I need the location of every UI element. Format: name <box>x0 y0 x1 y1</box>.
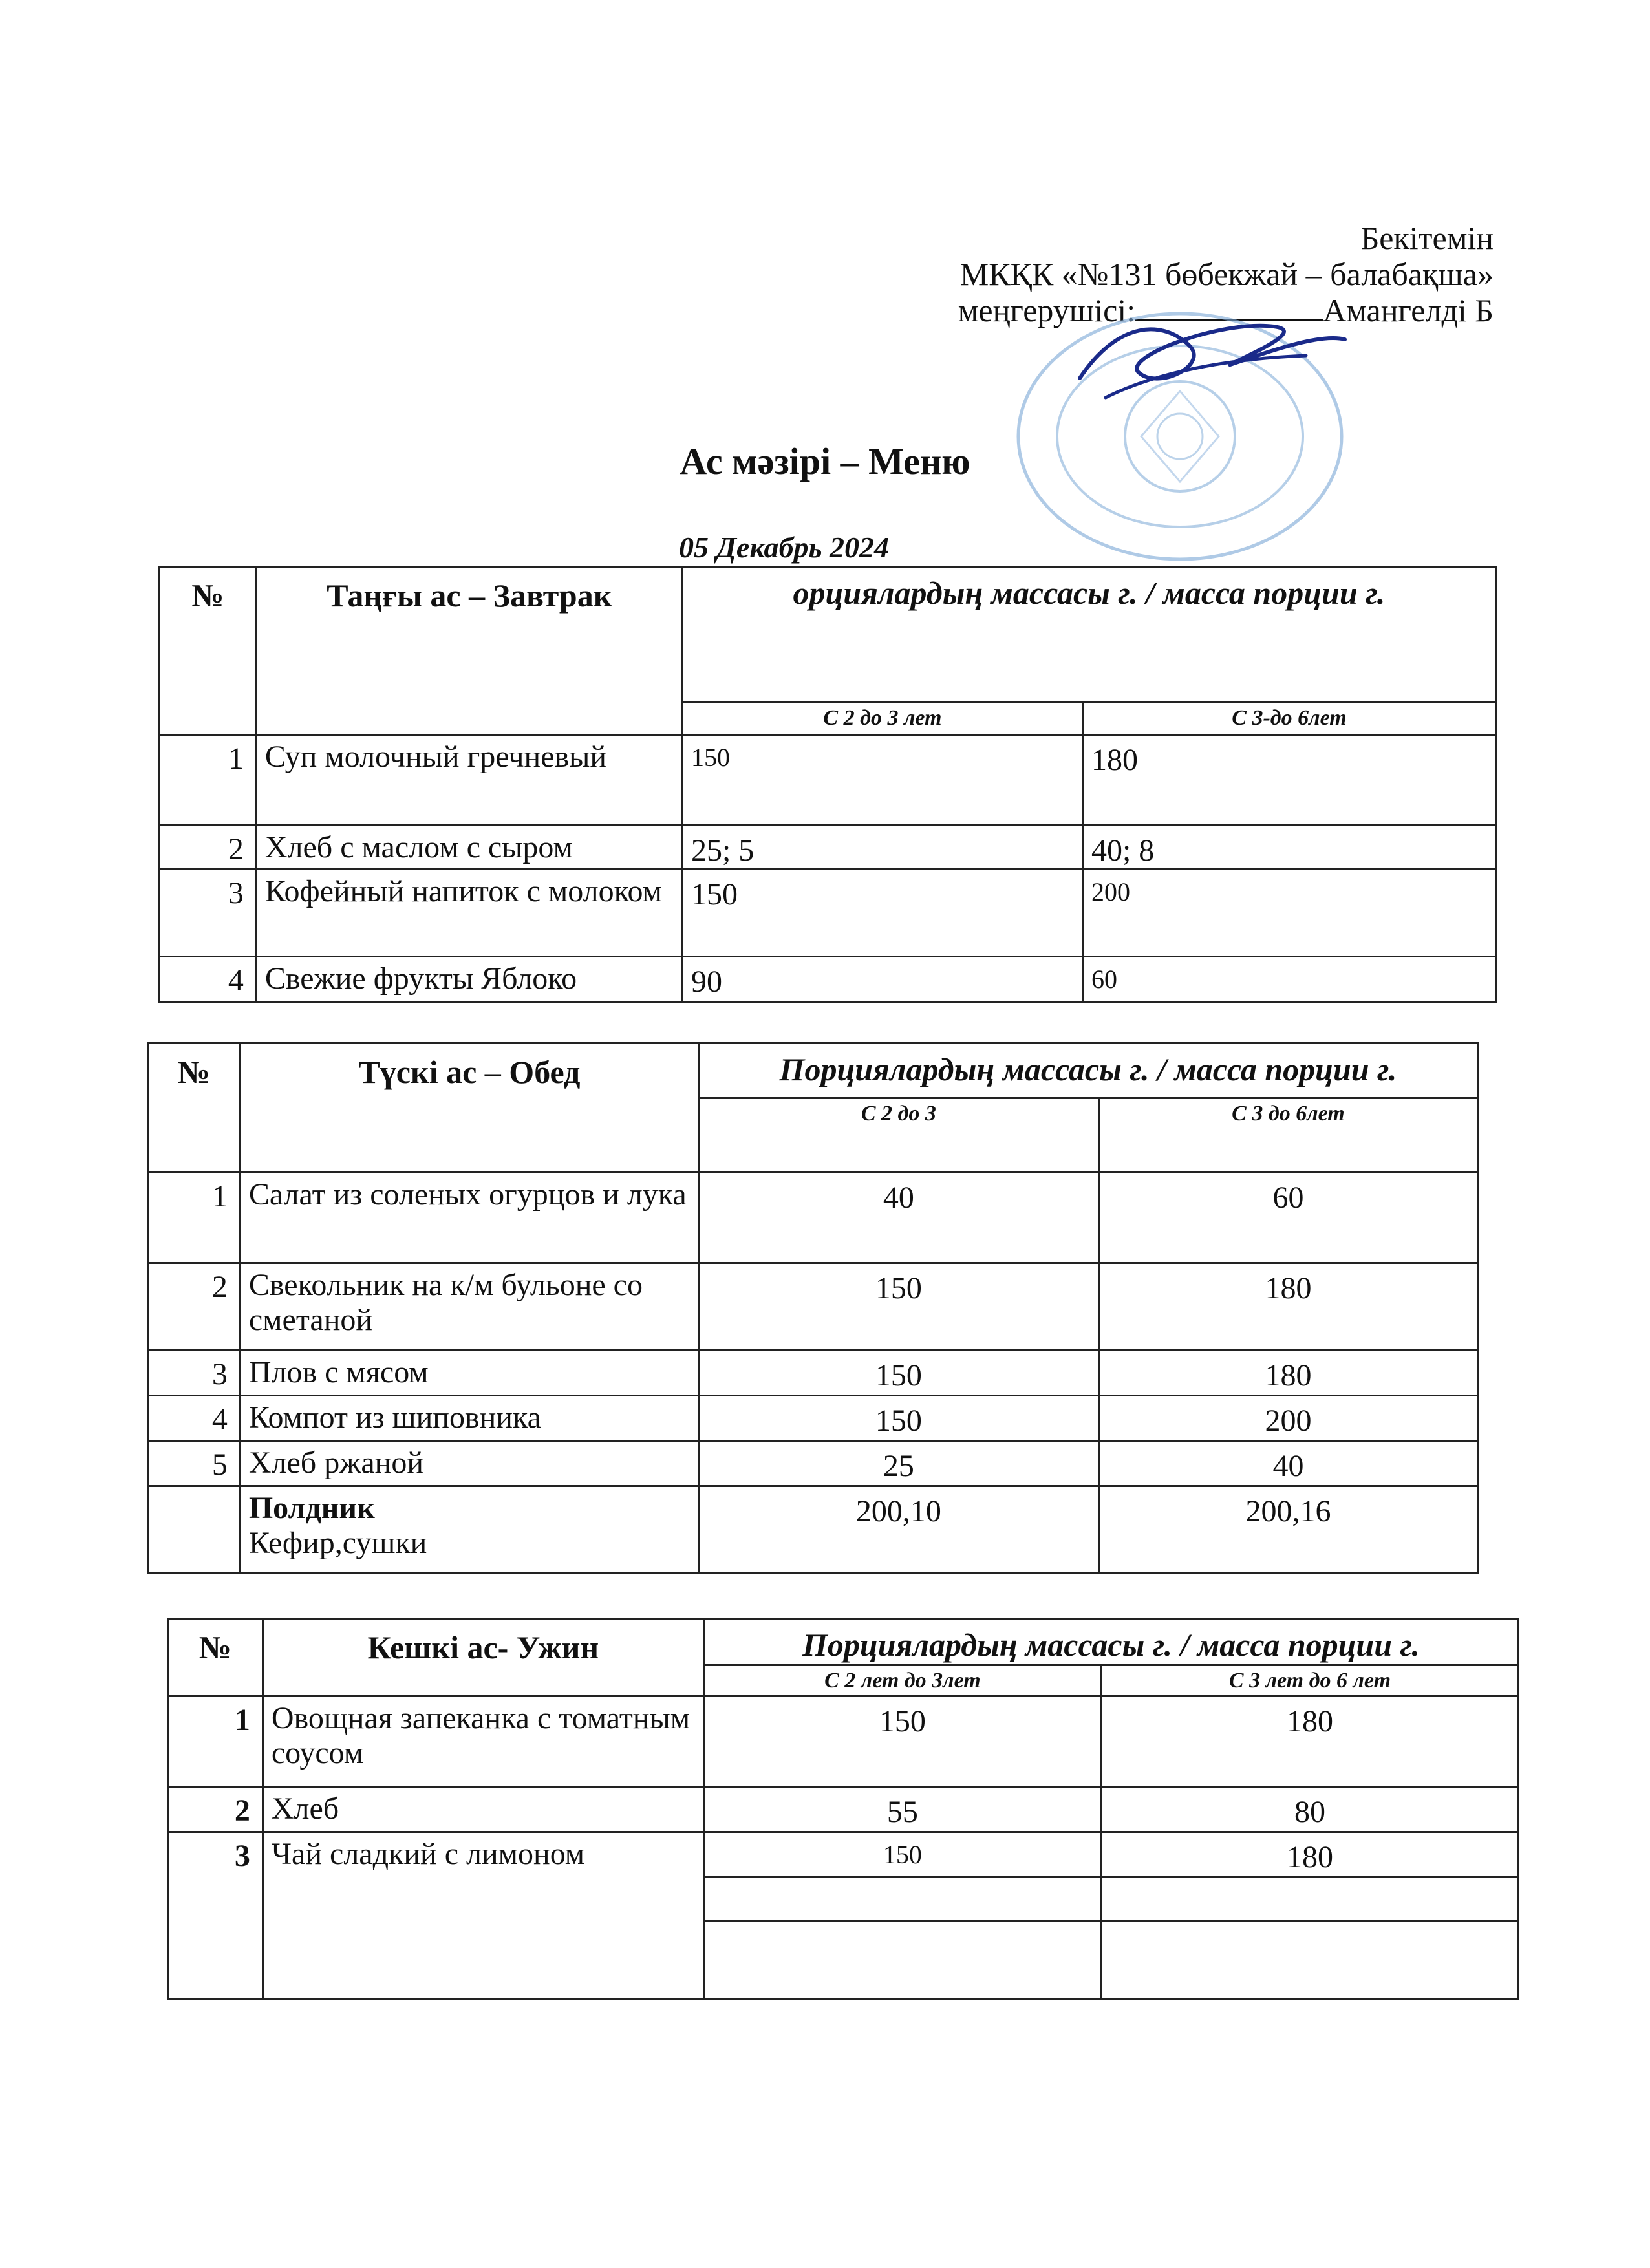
table-row <box>148 1263 1478 1351</box>
dish-name: Хлеб <box>262 1787 703 1832</box>
manager-prefix: меңгерушісі: <box>958 292 1136 328</box>
dinner-sub-age-b: С 3 лет до 6 лет <box>1101 1665 1518 1696</box>
portion-a: 150 <box>698 1263 1098 1351</box>
breakfast-table <box>158 566 1497 1003</box>
table-row <box>168 1787 1519 1832</box>
portion-a: 25; 5 <box>682 826 1082 870</box>
portion-a: 90 <box>682 957 1082 1002</box>
portion-b: 40; 8 <box>1082 826 1495 870</box>
dish-name: Свекольник на к/м бульоне со сметаной <box>240 1263 698 1351</box>
portion-b: 180 <box>1101 1696 1518 1787</box>
row-number: 2 <box>160 826 257 870</box>
portion-b: 80 <box>1101 1787 1518 1832</box>
dish-name: Плов с мясом <box>240 1351 698 1396</box>
snack-title: Полдник <box>248 1491 375 1525</box>
row-number: 2 <box>148 1263 241 1351</box>
row-number: 2 <box>168 1787 263 1832</box>
portion-a: 150 <box>698 1351 1098 1396</box>
snack-portion-a: 200,10 <box>698 1486 1098 1574</box>
row-number: 3 <box>168 1832 263 1999</box>
portion-b: 180 <box>1098 1263 1477 1351</box>
lunch-col-name: Түскі ас – Обед <box>240 1043 698 1173</box>
portion-b: 180 <box>1082 735 1495 826</box>
table-row <box>148 1441 1478 1486</box>
snack-items: Кефир,сушки <box>248 1526 427 1560</box>
table-row <box>160 957 1496 1002</box>
dish-name: Кофейный напиток с молоком <box>256 870 682 957</box>
dish-name: Чай сладкий с лимоном <box>262 1832 703 1999</box>
table-row <box>148 1351 1478 1396</box>
portion-a: 150 <box>703 1696 1101 1787</box>
row-number: 5 <box>148 1441 241 1486</box>
portion-a: 25 <box>698 1441 1098 1486</box>
dinner-col-num: № <box>168 1619 263 1696</box>
dish-name: Хлеб с маслом с сыром <box>256 826 682 870</box>
dinner-table <box>167 1618 1519 2000</box>
dinner-col-mass: Порциялардың массасы г. / масса порции г. <box>703 1619 1518 1665</box>
empty-cell <box>1101 1878 1518 1921</box>
table-row <box>160 826 1496 870</box>
table-row <box>168 1696 1519 1787</box>
empty-cell <box>1101 1921 1518 1999</box>
lunch-col-num: № <box>148 1043 241 1173</box>
manager-name: Амангелді Б <box>1323 292 1494 328</box>
dish-name: Хлеб ржаной <box>240 1441 698 1486</box>
dinner-col-name: Кешкі ас- Ужин <box>262 1619 703 1696</box>
breakfast-sub-age-a: С 2 до 3 лет <box>682 703 1082 735</box>
menu-date: 05 Декабрь 2024 <box>679 531 889 564</box>
portion-b: 60 <box>1098 1173 1477 1263</box>
table-row <box>148 1173 1478 1263</box>
lunch-table <box>147 1042 1479 1574</box>
table-row <box>148 1396 1478 1441</box>
organization-name: МКҚК «№131 бөбекжай – балабақша» <box>959 256 1494 292</box>
portion-b: 200 <box>1098 1396 1477 1441</box>
portion-a: 55 <box>703 1787 1101 1832</box>
dinner-sub-age-a: С 2 лет до 3лет <box>703 1665 1101 1696</box>
page-title: Ас мәзірі – Меню <box>680 440 970 482</box>
portion-b: 60 <box>1082 957 1495 1002</box>
dish-name: Свежие фрукты Яблоко <box>256 957 682 1002</box>
table-row <box>160 735 1496 826</box>
breakfast-col-num: № <box>160 567 257 735</box>
dish-name: Суп молочный гречневый <box>256 735 682 826</box>
portion-a: 40 <box>698 1173 1098 1263</box>
portion-b: 200 <box>1082 870 1495 957</box>
dish-name: Компот из шиповника <box>240 1396 698 1441</box>
empty-cell <box>703 1921 1101 1999</box>
row-number: 1 <box>168 1696 263 1787</box>
dish-name: Овощная запеканка с томатным соусом <box>262 1696 703 1787</box>
portion-a: 150 <box>682 735 1082 826</box>
table-row <box>168 1832 1519 1878</box>
lunch-sub-age-b: С 3 до 6лет <box>1098 1098 1477 1173</box>
snack-number-empty <box>148 1486 241 1574</box>
breakfast-sub-age-b: С 3-до 6лет <box>1082 703 1495 735</box>
breakfast-col-mass: орциялардың массасы г. / масса порции г. <box>682 567 1495 703</box>
row-number: 3 <box>160 870 257 957</box>
row-number: 4 <box>160 957 257 1002</box>
dish-name: Салат из соленых огурцов и лука <box>240 1173 698 1263</box>
portion-a: 150 <box>682 870 1082 957</box>
row-number: 1 <box>160 735 257 826</box>
signature-scribble <box>1060 294 1358 423</box>
portion-b: 180 <box>1101 1832 1518 1878</box>
breakfast-col-name: Таңғы ас – Завтрак <box>256 567 682 735</box>
portion-a: 150 <box>703 1832 1101 1878</box>
portion-a: 150 <box>698 1396 1098 1441</box>
approve-title: Бекітемін <box>1360 220 1494 256</box>
snack-row <box>148 1486 1478 1574</box>
snack-cell <box>240 1486 698 1574</box>
table-row <box>160 870 1496 957</box>
row-number: 3 <box>148 1351 241 1396</box>
row-number: 4 <box>148 1396 241 1441</box>
lunch-sub-age-a: С 2 до 3 <box>698 1098 1098 1173</box>
snack-portion-b: 200,16 <box>1098 1486 1477 1574</box>
portion-b: 180 <box>1098 1351 1477 1396</box>
portion-b: 40 <box>1098 1441 1477 1486</box>
lunch-col-mass: Порциялардың массасы г. / масса порции г. <box>698 1043 1477 1098</box>
row-number: 1 <box>148 1173 241 1263</box>
empty-cell <box>703 1878 1101 1921</box>
